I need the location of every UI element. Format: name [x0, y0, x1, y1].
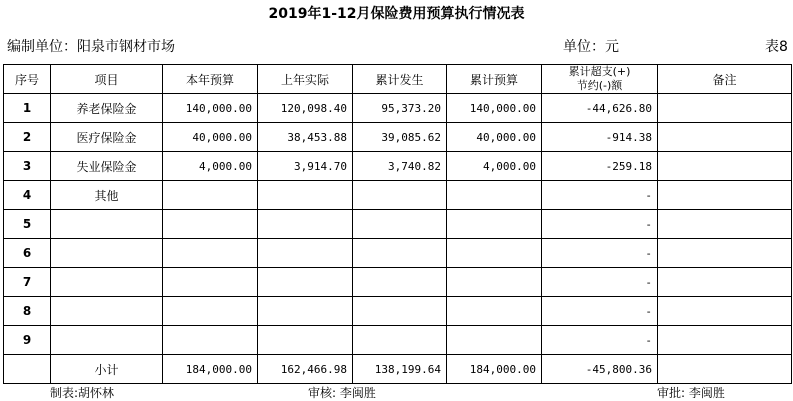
cell-prev	[258, 297, 353, 326]
cell-budget	[163, 181, 258, 210]
cell-note	[658, 210, 792, 239]
cell-prev: 38,453.88	[258, 123, 353, 152]
cell-no: 3	[4, 152, 51, 181]
cell-item: 小计	[51, 355, 163, 384]
cell-prev	[258, 239, 353, 268]
col-header-diff-line1: 累计超支(+)	[568, 65, 631, 78]
compiling-unit: 编制单位：阳泉市钢材市场	[7, 39, 175, 55]
cell-note	[658, 152, 792, 181]
cell-budget	[163, 210, 258, 239]
cell-budget: 40,000.00	[163, 123, 258, 152]
cell-budget: 140,000.00	[163, 94, 258, 123]
cell-note	[658, 239, 792, 268]
table-header-row	[4, 65, 792, 94]
cell-budget	[163, 326, 258, 355]
col-header-diff	[542, 65, 658, 94]
col-header-note: 备注	[658, 65, 792, 94]
cell-cum-budget: 184,000.00	[447, 355, 542, 384]
cell-budget	[163, 239, 258, 268]
cell-item: 其他	[51, 181, 163, 210]
cell-cum-budget	[447, 268, 542, 297]
cell-diff: -259.18	[542, 152, 658, 181]
cell-item	[51, 297, 163, 326]
cell-diff: -	[542, 210, 658, 239]
cell-cum-budget: 4,000.00	[447, 152, 542, 181]
cell-cum-budget	[447, 210, 542, 239]
sheet-number: 表8	[765, 39, 788, 55]
cell-note	[658, 94, 792, 123]
cell-cum-budget	[447, 297, 542, 326]
cell-diff: -45,800.36	[542, 355, 658, 384]
cell-diff: -44,626.80	[542, 94, 658, 123]
cell-item: 医疗保险金	[51, 123, 163, 152]
cell-note	[658, 268, 792, 297]
cell-budget	[163, 268, 258, 297]
cell-item	[51, 210, 163, 239]
cell-occurred: 39,085.62	[353, 123, 447, 152]
cell-no: 6	[4, 239, 51, 268]
cell-note	[658, 326, 792, 355]
report-title: 2019年1-12月保险费用预算执行情况表	[268, 6, 525, 22]
col-header-diff-line2: 节约(-)额	[576, 79, 623, 92]
cell-occurred: 138,199.64	[353, 355, 447, 384]
table-row	[4, 123, 792, 152]
cell-cum-budget	[447, 326, 542, 355]
cell-budget: 4,000.00	[163, 152, 258, 181]
table-row	[4, 239, 792, 268]
cell-cum-budget	[447, 239, 542, 268]
col-header-budget: 本年预算	[163, 65, 258, 94]
cell-no: 2	[4, 123, 51, 152]
cell-cum-budget	[447, 181, 542, 210]
budget-table	[3, 64, 792, 384]
col-header-no: 序号	[4, 65, 51, 94]
col-header-occurred: 累计发生	[353, 65, 447, 94]
table-row	[4, 297, 792, 326]
cell-no: 5	[4, 210, 51, 239]
cell-note	[658, 123, 792, 152]
cell-prev	[258, 268, 353, 297]
cell-diff: -914.38	[542, 123, 658, 152]
cell-item: 养老保险金	[51, 94, 163, 123]
maker: 制表:胡怀林	[50, 386, 115, 400]
cell-budget	[163, 297, 258, 326]
table-row	[4, 181, 792, 210]
cell-budget: 184,000.00	[163, 355, 258, 384]
cell-diff: -	[542, 297, 658, 326]
cell-prev	[258, 181, 353, 210]
cell-item	[51, 239, 163, 268]
cell-occurred: 95,373.20	[353, 94, 447, 123]
approver: 审批: 李闽胜	[657, 386, 725, 400]
cell-prev: 162,466.98	[258, 355, 353, 384]
table-row	[4, 210, 792, 239]
cell-item	[51, 268, 163, 297]
cell-no: 8	[4, 297, 51, 326]
col-header-cum-budget: 累计预算	[447, 65, 542, 94]
table-row	[4, 268, 792, 297]
cell-occurred	[353, 297, 447, 326]
cell-diff: -	[542, 326, 658, 355]
cell-occurred	[353, 326, 447, 355]
cell-prev: 120,098.40	[258, 94, 353, 123]
table-row	[4, 152, 792, 181]
table-row	[4, 94, 792, 123]
cell-occurred	[353, 210, 447, 239]
cell-cum-budget: 140,000.00	[447, 94, 542, 123]
currency-unit: 单位：元	[563, 39, 619, 55]
cell-prev	[258, 210, 353, 239]
cell-note	[658, 181, 792, 210]
cell-diff: -	[542, 268, 658, 297]
cell-item	[51, 326, 163, 355]
cell-note	[658, 297, 792, 326]
table-row	[4, 326, 792, 355]
cell-no: 7	[4, 268, 51, 297]
col-header-prev: 上年实际	[258, 65, 353, 94]
cell-diff: -	[542, 239, 658, 268]
cell-prev	[258, 326, 353, 355]
total-row	[4, 355, 792, 384]
cell-occurred: 3,740.82	[353, 152, 447, 181]
cell-no: 4	[4, 181, 51, 210]
cell-occurred	[353, 181, 447, 210]
cell-prev: 3,914.70	[258, 152, 353, 181]
cell-no	[4, 355, 51, 384]
cell-item: 失业保险金	[51, 152, 163, 181]
cell-no: 9	[4, 326, 51, 355]
cell-note	[658, 355, 792, 384]
cell-no: 1	[4, 94, 51, 123]
cell-cum-budget: 40,000.00	[447, 123, 542, 152]
col-header-item: 项目	[51, 65, 163, 94]
cell-occurred	[353, 268, 447, 297]
reviewer: 审核: 李闽胜	[308, 386, 376, 400]
cell-occurred	[353, 239, 447, 268]
cell-diff: -	[542, 181, 658, 210]
